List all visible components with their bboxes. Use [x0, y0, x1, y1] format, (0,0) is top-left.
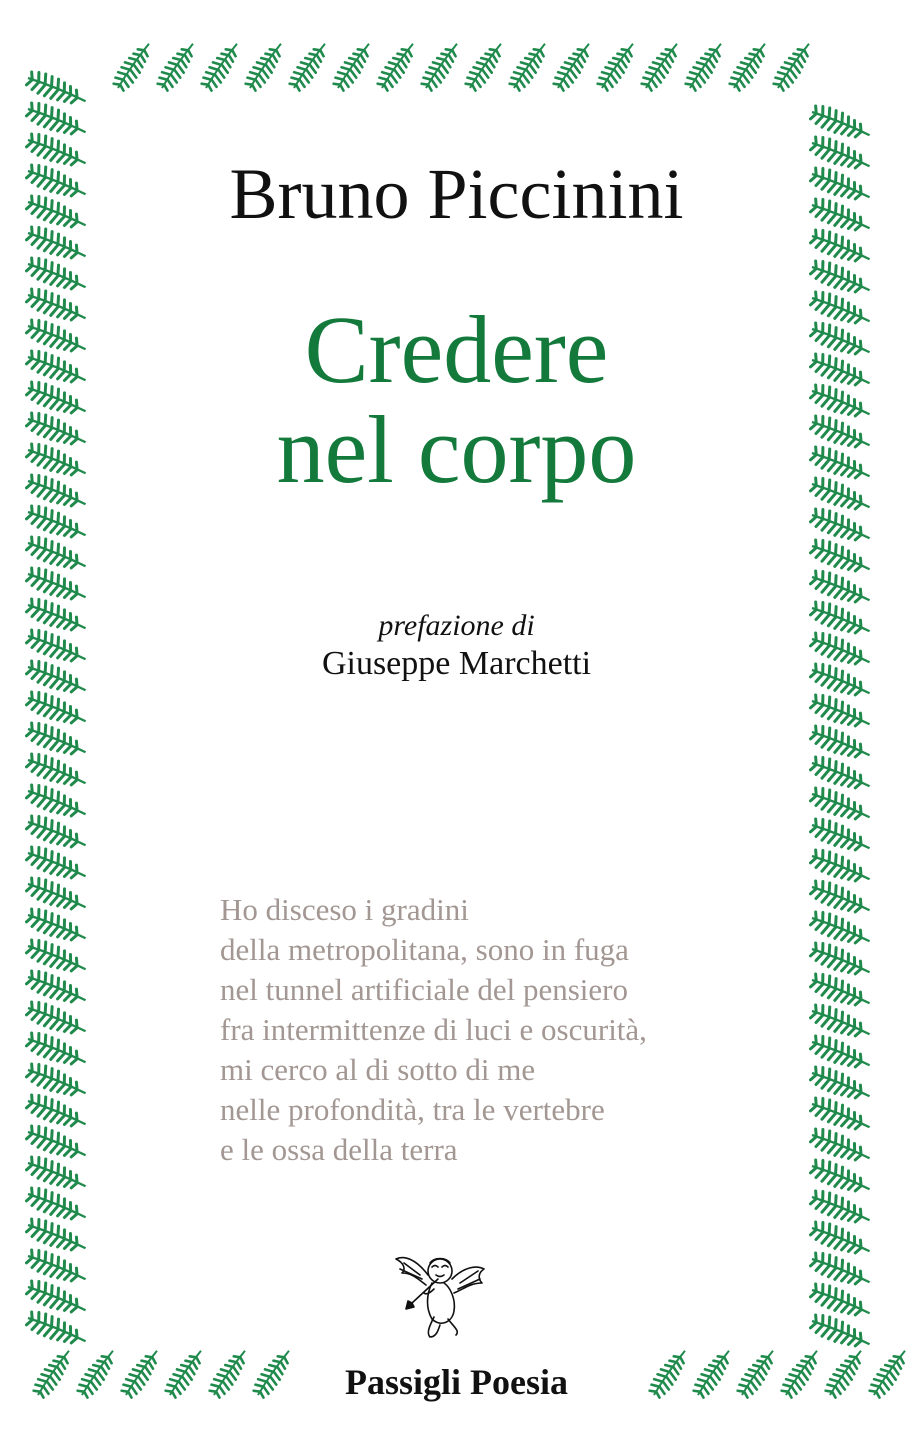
fern-leaf-icon: [24, 1122, 89, 1164]
fern-leaf-icon: [808, 784, 873, 826]
cherub-icon: [390, 1245, 490, 1345]
fern-leaf-icon: [419, 39, 465, 94]
fern-leaf-icon: [808, 1032, 873, 1074]
fern-leaf-icon: [24, 750, 89, 792]
poem-line: nel tunnel artificiale del pensiero: [220, 972, 628, 1007]
fern-leaf-icon: [24, 688, 89, 730]
fern-leaf-icon: [639, 39, 685, 94]
fern-leaf-icon: [24, 812, 89, 854]
fern-leaf-icon: [808, 691, 873, 733]
poem-line: nelle profondità, tra le vertebre: [220, 1092, 605, 1127]
poem-line: mi cerco al di sotto di me: [220, 1052, 536, 1087]
fern-leaf-icon: [155, 39, 201, 94]
fern-leaf-icon: [808, 1094, 873, 1136]
fern-leaf-icon: [24, 1184, 89, 1226]
fern-leaf-icon: [808, 257, 873, 299]
fern-leaf-icon: [24, 998, 89, 1040]
fern-leaf-icon: [683, 39, 729, 94]
poem-line: Ho disceso i gradini: [220, 892, 469, 927]
fern-leaf-icon: [199, 39, 245, 94]
fern-leaf-icon: [808, 970, 873, 1012]
fern-leaf-icon: [808, 505, 873, 547]
fern-leaf-icon: [808, 939, 873, 981]
fern-leaf-icon: [24, 502, 89, 544]
fern-leaf-icon: [24, 843, 89, 885]
fern-leaf-icon: [463, 39, 509, 94]
fern-leaf-icon: [808, 1218, 873, 1260]
fern-leaf-icon: [243, 39, 289, 94]
fern-leaf-icon: [808, 1156, 873, 1198]
poem-line: fra intermittenze di luci e oscurità,: [220, 1012, 647, 1047]
fern-leaf-icon: [808, 536, 873, 578]
fern-leaf-icon: [808, 102, 873, 144]
fern-leaf-icon: [24, 1246, 89, 1288]
fern-leaf-icon: [507, 39, 553, 94]
fern-leaf-icon: [24, 967, 89, 1009]
publisher-name: Passigli Poesia: [345, 1362, 568, 1402]
fern-leaf-icon: [808, 1063, 873, 1105]
fern-leaf-icon: [111, 39, 157, 94]
fern-leaf-icon: [808, 846, 873, 888]
fern-leaf-icon: [24, 905, 89, 947]
poem-line: della metropolitana, sono in fuga: [220, 932, 629, 967]
fern-leaf-icon: [331, 39, 377, 94]
fern-leaf-icon: [24, 936, 89, 978]
fern-leaf-icon: [771, 39, 817, 94]
fern-leaf-icon: [24, 1308, 89, 1350]
fern-leaf-icon: [808, 815, 873, 857]
book-title-line-2: nel corpo: [276, 396, 637, 503]
fern-leaf-icon: [287, 39, 333, 94]
fern-leaf-icon: [727, 39, 773, 94]
fern-leaf-icon: [808, 1125, 873, 1167]
fern-leaf-icon: [24, 1060, 89, 1102]
fern-leaf-icon: [24, 1215, 89, 1257]
fern-leaf-icon: [24, 781, 89, 823]
author-name: Bruno Piccinini: [229, 154, 684, 234]
fern-leaf-icon: [808, 1249, 873, 1291]
fern-leaf-icon: [808, 753, 873, 795]
fern-leaf-icon: [595, 39, 641, 94]
preface-label: prefazione di: [378, 609, 535, 642]
fern-leaf-icon: [24, 533, 89, 575]
fern-leaf-icon: [24, 1277, 89, 1319]
fern-leaf-icon: [24, 99, 89, 141]
book-title: [0, 296, 913, 503]
fern-leaf-icon: [24, 68, 89, 110]
preface-author: Giuseppe Marchetti: [321, 645, 592, 682]
fern-leaf-icon: [808, 908, 873, 950]
fern-leaf-icon: [808, 1280, 873, 1322]
poem-excerpt: [220, 890, 780, 1170]
fern-leaf-icon: [24, 719, 89, 761]
fern-leaf-icon: [808, 877, 873, 919]
fern-leaf-icon: [24, 1153, 89, 1195]
fern-leaf-icon: [24, 564, 89, 606]
fern-leaf-icon: [24, 874, 89, 916]
fern-leaf-icon: [24, 1029, 89, 1071]
fern-leaf-icon: [551, 39, 597, 94]
fern-leaf-icon: [808, 722, 873, 764]
fern-leaf-icon: [808, 567, 873, 609]
poem-line: e le ossa della terra: [220, 1132, 458, 1167]
book-title-line-1: Credere: [304, 296, 609, 403]
fern-leaf-icon: [24, 254, 89, 296]
fern-leaf-icon: [24, 1091, 89, 1133]
fern-leaf-icon: [808, 1311, 873, 1353]
fern-leaf-icon: [375, 39, 421, 94]
fern-leaf-icon: [808, 1187, 873, 1229]
fern-leaf-icon: [808, 1001, 873, 1043]
